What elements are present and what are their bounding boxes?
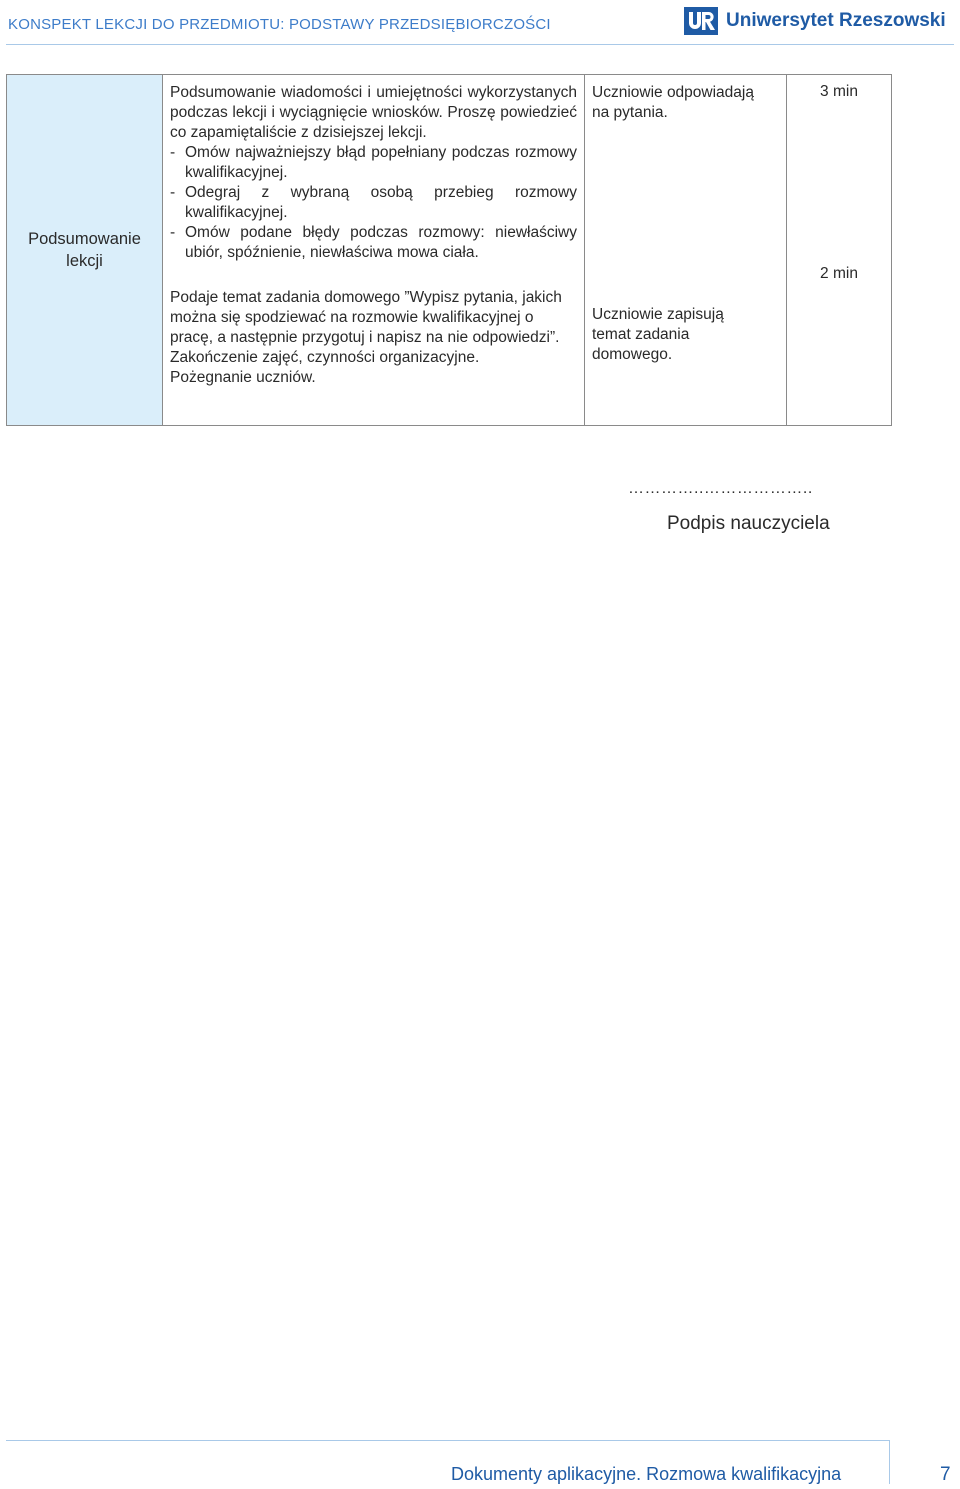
logo-text: Uniwersytet Rzeszowski (726, 10, 946, 31)
student-activity-cell (585, 75, 787, 426)
list-item (170, 223, 577, 263)
university-logo (684, 6, 946, 36)
list-item (170, 143, 577, 183)
time-value: 2 min (820, 265, 858, 282)
stage-cell (7, 75, 163, 426)
table-row (7, 75, 892, 426)
teacher-farewell: Pożegnanie uczniów. (170, 369, 316, 386)
bullet-dash: - (170, 224, 176, 241)
footer-title: Dokumenty aplikacyjne. Rozmowa kwalifikacyjna (451, 1464, 842, 1484)
page-header-title: KONSPEKT LEKCJI DO PRZEDMIOTU: PODSTAWY PRZEDSIĘBIORCZOŚCI (8, 16, 551, 33)
time-value: 3 min (820, 83, 858, 100)
bullet-text: Omów podane błędy podczas rozmowy: niewłaściwy ubiór, spóźnienie, niewłaściwa mowa ciała. (185, 224, 577, 261)
bullet-text: Odegraj z wybraną osobą przebieg rozmowy kwalifikacyjnej. (185, 184, 577, 221)
signature-label: Podpis nauczyciela (667, 513, 830, 534)
bullet-text: Omów najważniejszy błąd popełniany podczas rozmowy kwalifikacyjnej. (185, 144, 577, 181)
student-answer: Uczniowie odpowiadają na pytania. (592, 84, 754, 121)
header-divider (6, 44, 954, 45)
teacher-activity-cell (163, 75, 585, 426)
footer-vertical-divider (889, 1440, 890, 1484)
list-item (170, 183, 577, 223)
signature-line: …………..……………….. (628, 480, 813, 497)
student-homework: Uczniowie zapisują temat zadania domowego. (592, 306, 724, 363)
page-number: 7 (940, 1464, 951, 1485)
stage-label: Podsumowanie lekcji (28, 230, 141, 270)
lesson-table (6, 74, 892, 426)
bullet-dash: - (170, 184, 176, 201)
footer-divider (6, 1440, 890, 1441)
teacher-intro: Podsumowanie wiadomości i umiejętności wykorzystanych podczas lekcji i wyciągnięcie wniosków. Proszę powiedzieć co zapamiętaliście z dzisiejszej lekcji. (170, 84, 577, 141)
teacher-closing: Zakończenie zajęć, czynności organizacyjne. (170, 349, 480, 366)
ur-logo-icon (684, 7, 718, 35)
teacher-homework: Podaje temat zadania domowego ”Wypisz pytania, jakich można się spodziewać na rozmowie kwalifikacyjnej o pracę, a następnie przygotuj i napisz na nie odpowiedzi”. (170, 289, 562, 346)
time-cell (787, 75, 892, 426)
bullet-dash: - (170, 144, 176, 161)
